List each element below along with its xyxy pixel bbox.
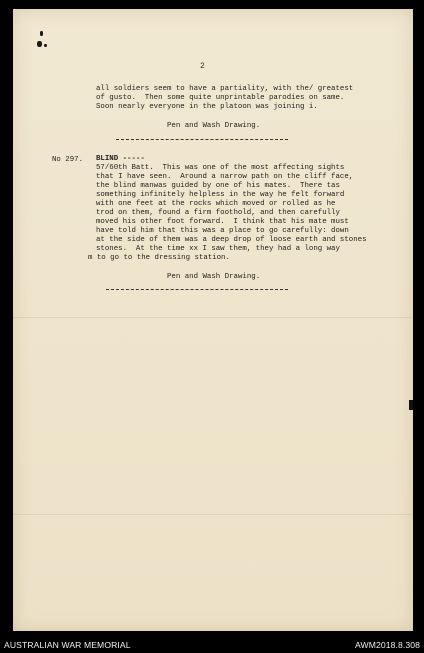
intro-line: all soldiers seem to have a partiality, with the/ greatest bbox=[96, 85, 354, 93]
entry-line: something infinitely helpless in the way he felt forward bbox=[96, 191, 345, 199]
intro-line: of gusto. Then some quite unprintable parodies on same. bbox=[96, 94, 345, 102]
accession-number: AWM2018.8.308 bbox=[355, 640, 420, 650]
entry-title: BLIND ----- bbox=[96, 155, 145, 163]
punch-hole-mark bbox=[37, 41, 42, 47]
entry-line: that I have seen. Around a narrow path on the cliff face, bbox=[96, 173, 354, 181]
footer-bar bbox=[0, 637, 424, 653]
edge-tear-mark bbox=[409, 400, 413, 410]
entry-line: stones. At the time xx I saw them, they had a long way bbox=[96, 245, 340, 253]
punch-hole-mark bbox=[44, 44, 47, 47]
entry-number: No 297. bbox=[52, 156, 84, 164]
entry-line: the blind manwas guided by one of his mates. There tas bbox=[96, 182, 340, 190]
entry-line: m to go to the dressing station. bbox=[88, 254, 230, 262]
punch-hole-mark bbox=[40, 31, 43, 36]
entry-line: moved his other foot forward. I think that his mate must bbox=[96, 218, 349, 226]
section-divider bbox=[116, 139, 288, 140]
section-divider bbox=[106, 289, 288, 290]
medium-caption: Pen and Wash Drawing. bbox=[167, 122, 261, 130]
entry-line: 57/60th Batt. This was one of the most affecting sights bbox=[96, 164, 345, 172]
fold-line bbox=[13, 317, 413, 318]
entry-line: have told him that this was a place to go carefully: down bbox=[96, 227, 349, 235]
intro-line: Soon nearly everyone in the platoon was joining i. bbox=[96, 103, 318, 111]
entry-line: trod on them, found a firm foothold, and then carefully bbox=[96, 209, 340, 217]
entry-line: with one feet at the rocks which moved or rolled as he bbox=[96, 200, 336, 208]
page-number: 2 bbox=[200, 62, 205, 71]
institution-label: AUSTRALIAN WAR MEMORIAL bbox=[4, 640, 131, 650]
medium-caption: Pen and Wash Drawing. bbox=[167, 273, 261, 281]
entry-line: at the side of them was a deep drop of loose earth and stones bbox=[96, 236, 367, 244]
fold-line bbox=[13, 514, 413, 515]
